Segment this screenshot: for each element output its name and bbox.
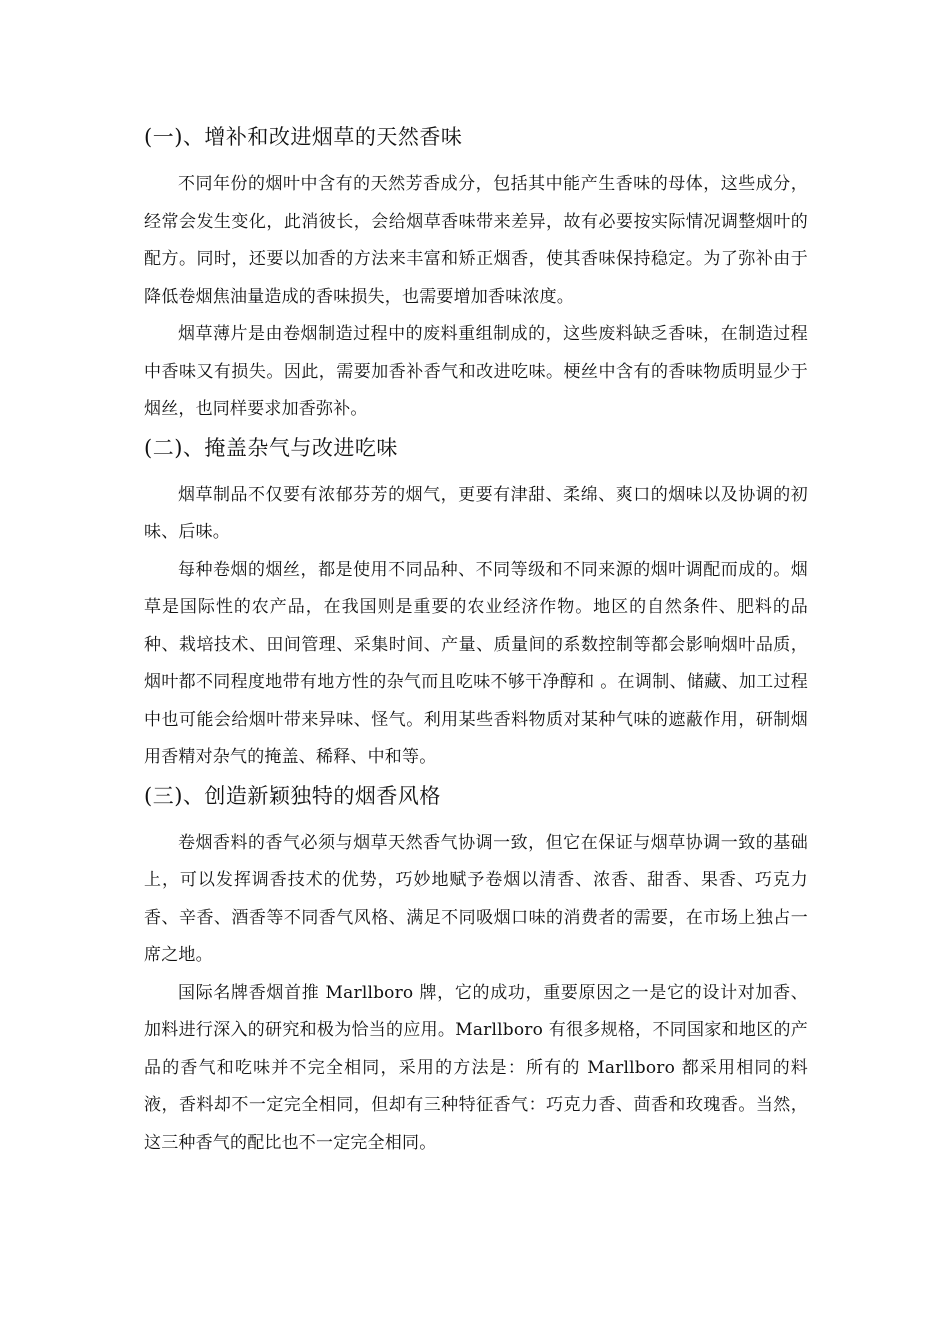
document-body xyxy=(144,118,808,1162)
paragraph: 烟草薄片是由卷烟制造过程中的废料重组制成的，这些废料缺乏香味，在制造过程中香味又有损失。因此，需要加香补香气和改进吃味。梗丝中含有的香味物质明显少于烟丝，也同样要求加香弥补。 xyxy=(144,324,808,419)
paragraph: 每种卷烟的烟丝，都是使用不同品种、不同等级和不同来源的烟叶调配而成的。烟草是国际性的农产品，在我国则是重要的农业经济作物。地区的自然条件、肥料的品种、栽培技术、田间管理、采集时间、产量、质量间的系数控制等都会影响烟叶品质，烟叶都不同程度地带有地方性的杂气而且吃味不够干净醇和 。在调制、储藏、加工过程中也可能会给烟叶带来异味、怪气。利用某些香料物质对某种气味的遮蔽作用，研制烟用香精对杂气的掩盖、稀释、中和等。 xyxy=(144,559,808,767)
section-heading-2: (二)、掩盖杂气与改进吃味 xyxy=(144,435,398,460)
section-heading-1: (一)、增补和改进烟草的天然香味 xyxy=(144,125,463,149)
paragraph: 烟草制品不仅要有浓郁芬芳的烟气，更要有津甜、柔绵、爽口的烟味以及协调的初味、后味。 xyxy=(144,484,808,542)
paragraph: 不同年份的烟叶中含有的天然芳香成分，包括其中能产生香味的母体，这些成分，经常会发生变化，此消彼长，会给烟草香味带来差异，故有必要按实际情况调整烟叶的配方。同时，还要以加香的方法来丰富和矫正烟香，使其香味保持稳定。为了弥补由于降低卷烟焦油量造成的香味损失，也需要增加香味浓度。 xyxy=(144,174,808,307)
paragraph: 国际名牌香烟首推 Marllboro 牌，它的成功，重要原因之一是它的设计对加香、加料进行深入的研究和极为恰当的应用。Marllboro 有很多规格，不同国家和地区的产品的香气和吃味并不完全相同，采用的方法是：所有的 Marllboro 都采用相同的料液，香料却不一定完全相同，但却有三种特征香气：巧克力香、茴香和玫瑰香。当然，这三种香气的配比也不一定完全相同。 xyxy=(144,982,808,1153)
paragraph: 卷烟香料的香气必须与烟草天然香气协调一致，但它在保证与烟草协调一致的基础上，可以发挥调香技术的优势，巧妙地赋予卷烟以清香、浓香、甜香、果香、巧克力香、辛香、酒香等不同香气风格、满足不同吸烟口味的消费者的需要，在市场上独占一席之地。 xyxy=(144,832,808,965)
section-heading-3: (三)、创造新颖独特的烟香风格 xyxy=(144,783,441,808)
